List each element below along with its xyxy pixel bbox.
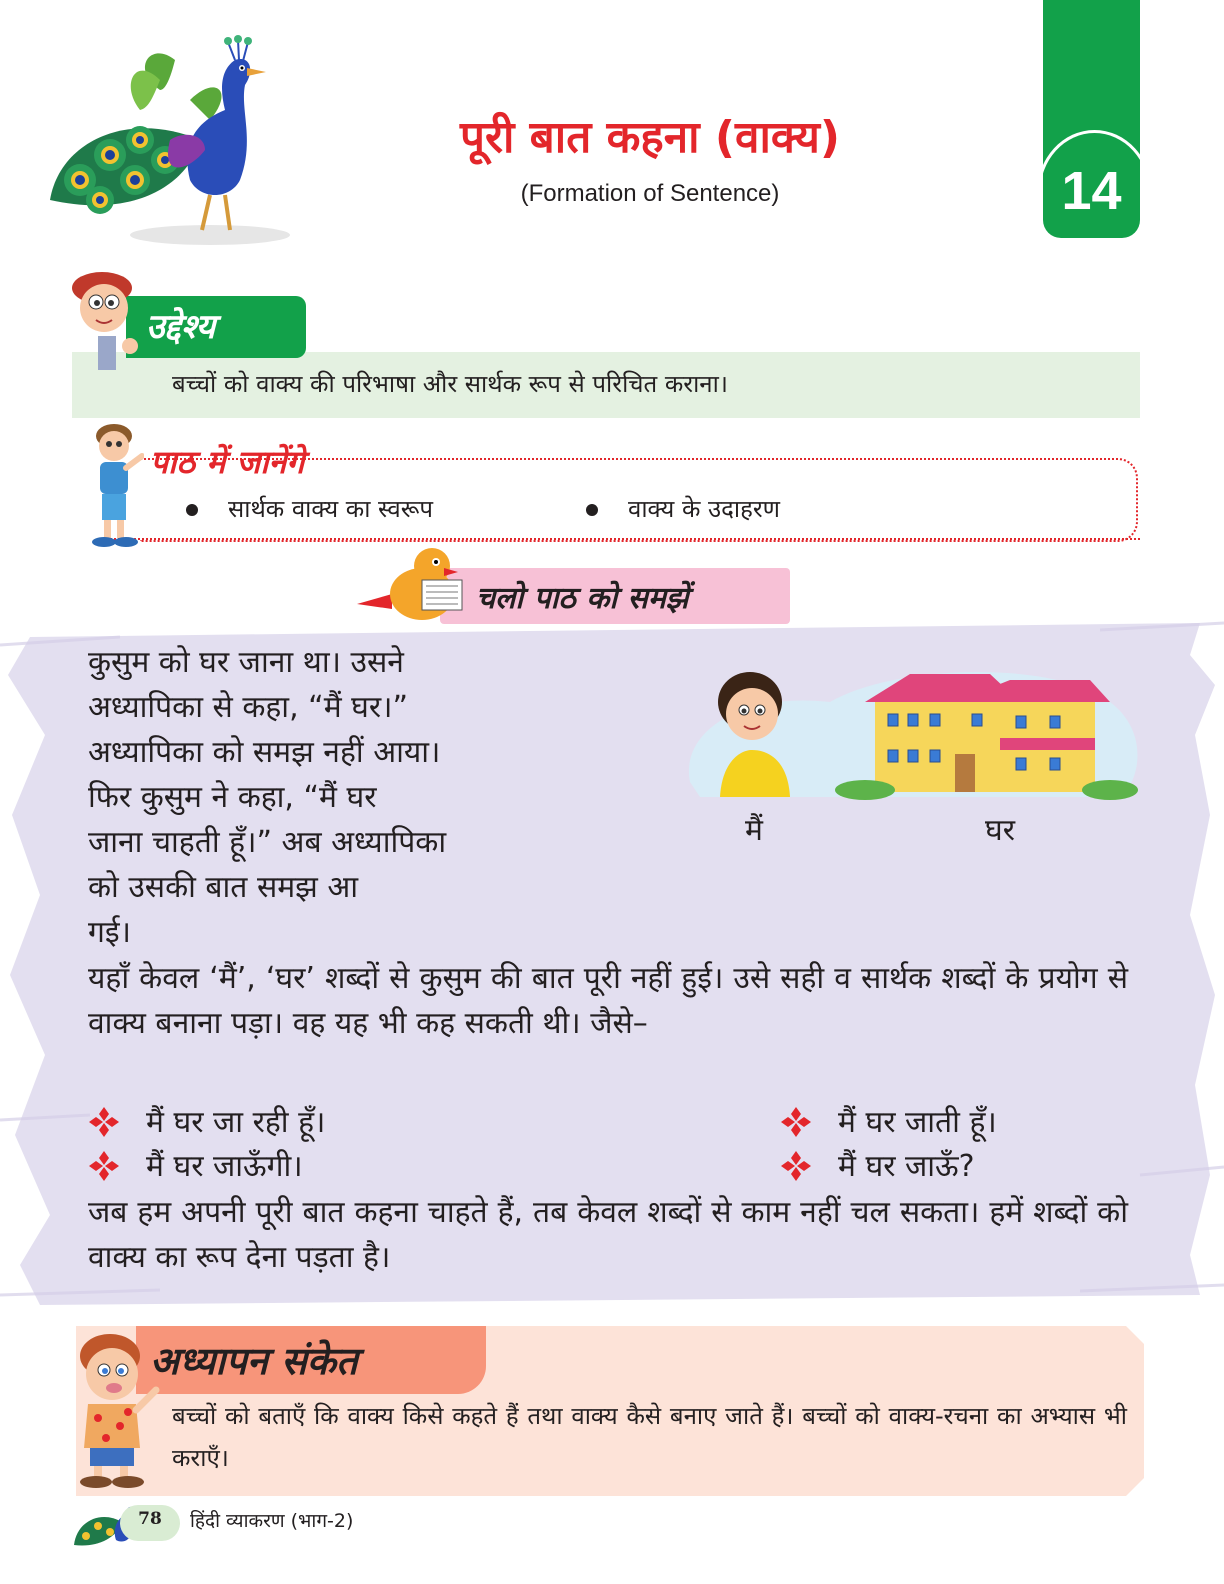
- girl-and-house-illustration: [680, 662, 1140, 802]
- example-item: मैं घर जाऊँगी।: [88, 1144, 303, 1185]
- bullet-icon: [186, 504, 198, 516]
- story-text: [88, 640, 598, 955]
- example-item: मैं घर जा रही हूँ।: [88, 1100, 325, 1141]
- chapter-title: पूरी बात कहना (वाक्य): [459, 112, 841, 163]
- conclusion-paragraph: जब हम अपनी पूरी बात कहना चाहते हैं, तब केवल शब्दों से काम नहीं चल सकता। हमें शब्दों को वाक्य का रूप देना पड़ता है।: [88, 1195, 1128, 1275]
- objective-label: उद्देश्य: [126, 296, 306, 358]
- page-number: 78: [138, 1509, 162, 1529]
- story-line: को उसकी बात समझ आ: [88, 870, 359, 905]
- teaching-tip-text: बच्चों को बताएँ कि वाक्य किसे कहते हैं तथा वाक्य कैसे बनाए जाते हैं। बच्चों को वाक्य-रचना का अभ्यास भी कराएँ।: [172, 1402, 1127, 1472]
- diamond-bullet-icon: [88, 1106, 120, 1138]
- story-line: अध्यापिका से कहा, “मैं घर।”: [88, 690, 409, 725]
- bird-reading-illustration: [352, 544, 472, 626]
- chapter-number: 14: [1061, 161, 1122, 221]
- example-item: मैं घर जाती हूँ।: [780, 1100, 997, 1141]
- chapter-subtitle: (Formation of Sentence): [520, 180, 780, 207]
- bullet-icon: [586, 504, 598, 516]
- learn-box-bottom-rule: [105, 538, 1140, 540]
- chapter-tab: [1043, 0, 1140, 238]
- story-line: कुसुम को घर जाना था। उसने: [88, 645, 404, 680]
- explanation-paragraph: यहाँ केवल ‘मैं’, ‘घर’ शब्दों से कुसुम की बात पूरी नहीं हुई। उसे सही व सार्थक शब्दों के प्रयोग से वाक्य बनाना पड़ा। वह यह भी कह सकती थी। जैसे–: [88, 961, 1128, 1041]
- learn-item: सार्थक वाक्य का स्वरूप: [186, 492, 433, 525]
- story-line: अध्यापिका को समझ नहीं आया।: [88, 735, 441, 770]
- learn-item: वाक्य के उदाहरण: [586, 492, 780, 525]
- story-line: फिर कुसुम ने कहा, “मैं घर: [88, 780, 377, 815]
- diamond-bullet-icon: [780, 1150, 812, 1182]
- example-item: मैं घर जाऊँ?: [780, 1144, 975, 1185]
- story-line: गई।: [88, 915, 131, 950]
- boy-waving-illustration: [70, 1330, 160, 1490]
- story-line: जाना चाहती हूँ।” अब अध्यापिका: [88, 825, 447, 860]
- objective-text: बच्चों को वाक्य की परिभाषा और सार्थक रूप से परिचित कराना।: [172, 370, 728, 398]
- learn-label: पाठ में जानेंगे: [150, 443, 305, 481]
- picture-label-me: मैं: [745, 813, 763, 848]
- diamond-bullet-icon: [88, 1150, 120, 1182]
- peacock-illustration: [40, 30, 300, 250]
- picture-label-home: घर: [985, 813, 1015, 848]
- boy-peeking-illustration: [66, 266, 140, 370]
- lesson-label: चलो पाठ को समझें: [476, 581, 689, 616]
- book-title: हिंदी व्याकरण (भाग-2): [190, 1510, 354, 1532]
- teaching-tip-label: अध्यापन संकेत: [150, 1339, 358, 1383]
- diamond-bullet-icon: [780, 1106, 812, 1138]
- boy-pointing-illustration: [84, 420, 144, 550]
